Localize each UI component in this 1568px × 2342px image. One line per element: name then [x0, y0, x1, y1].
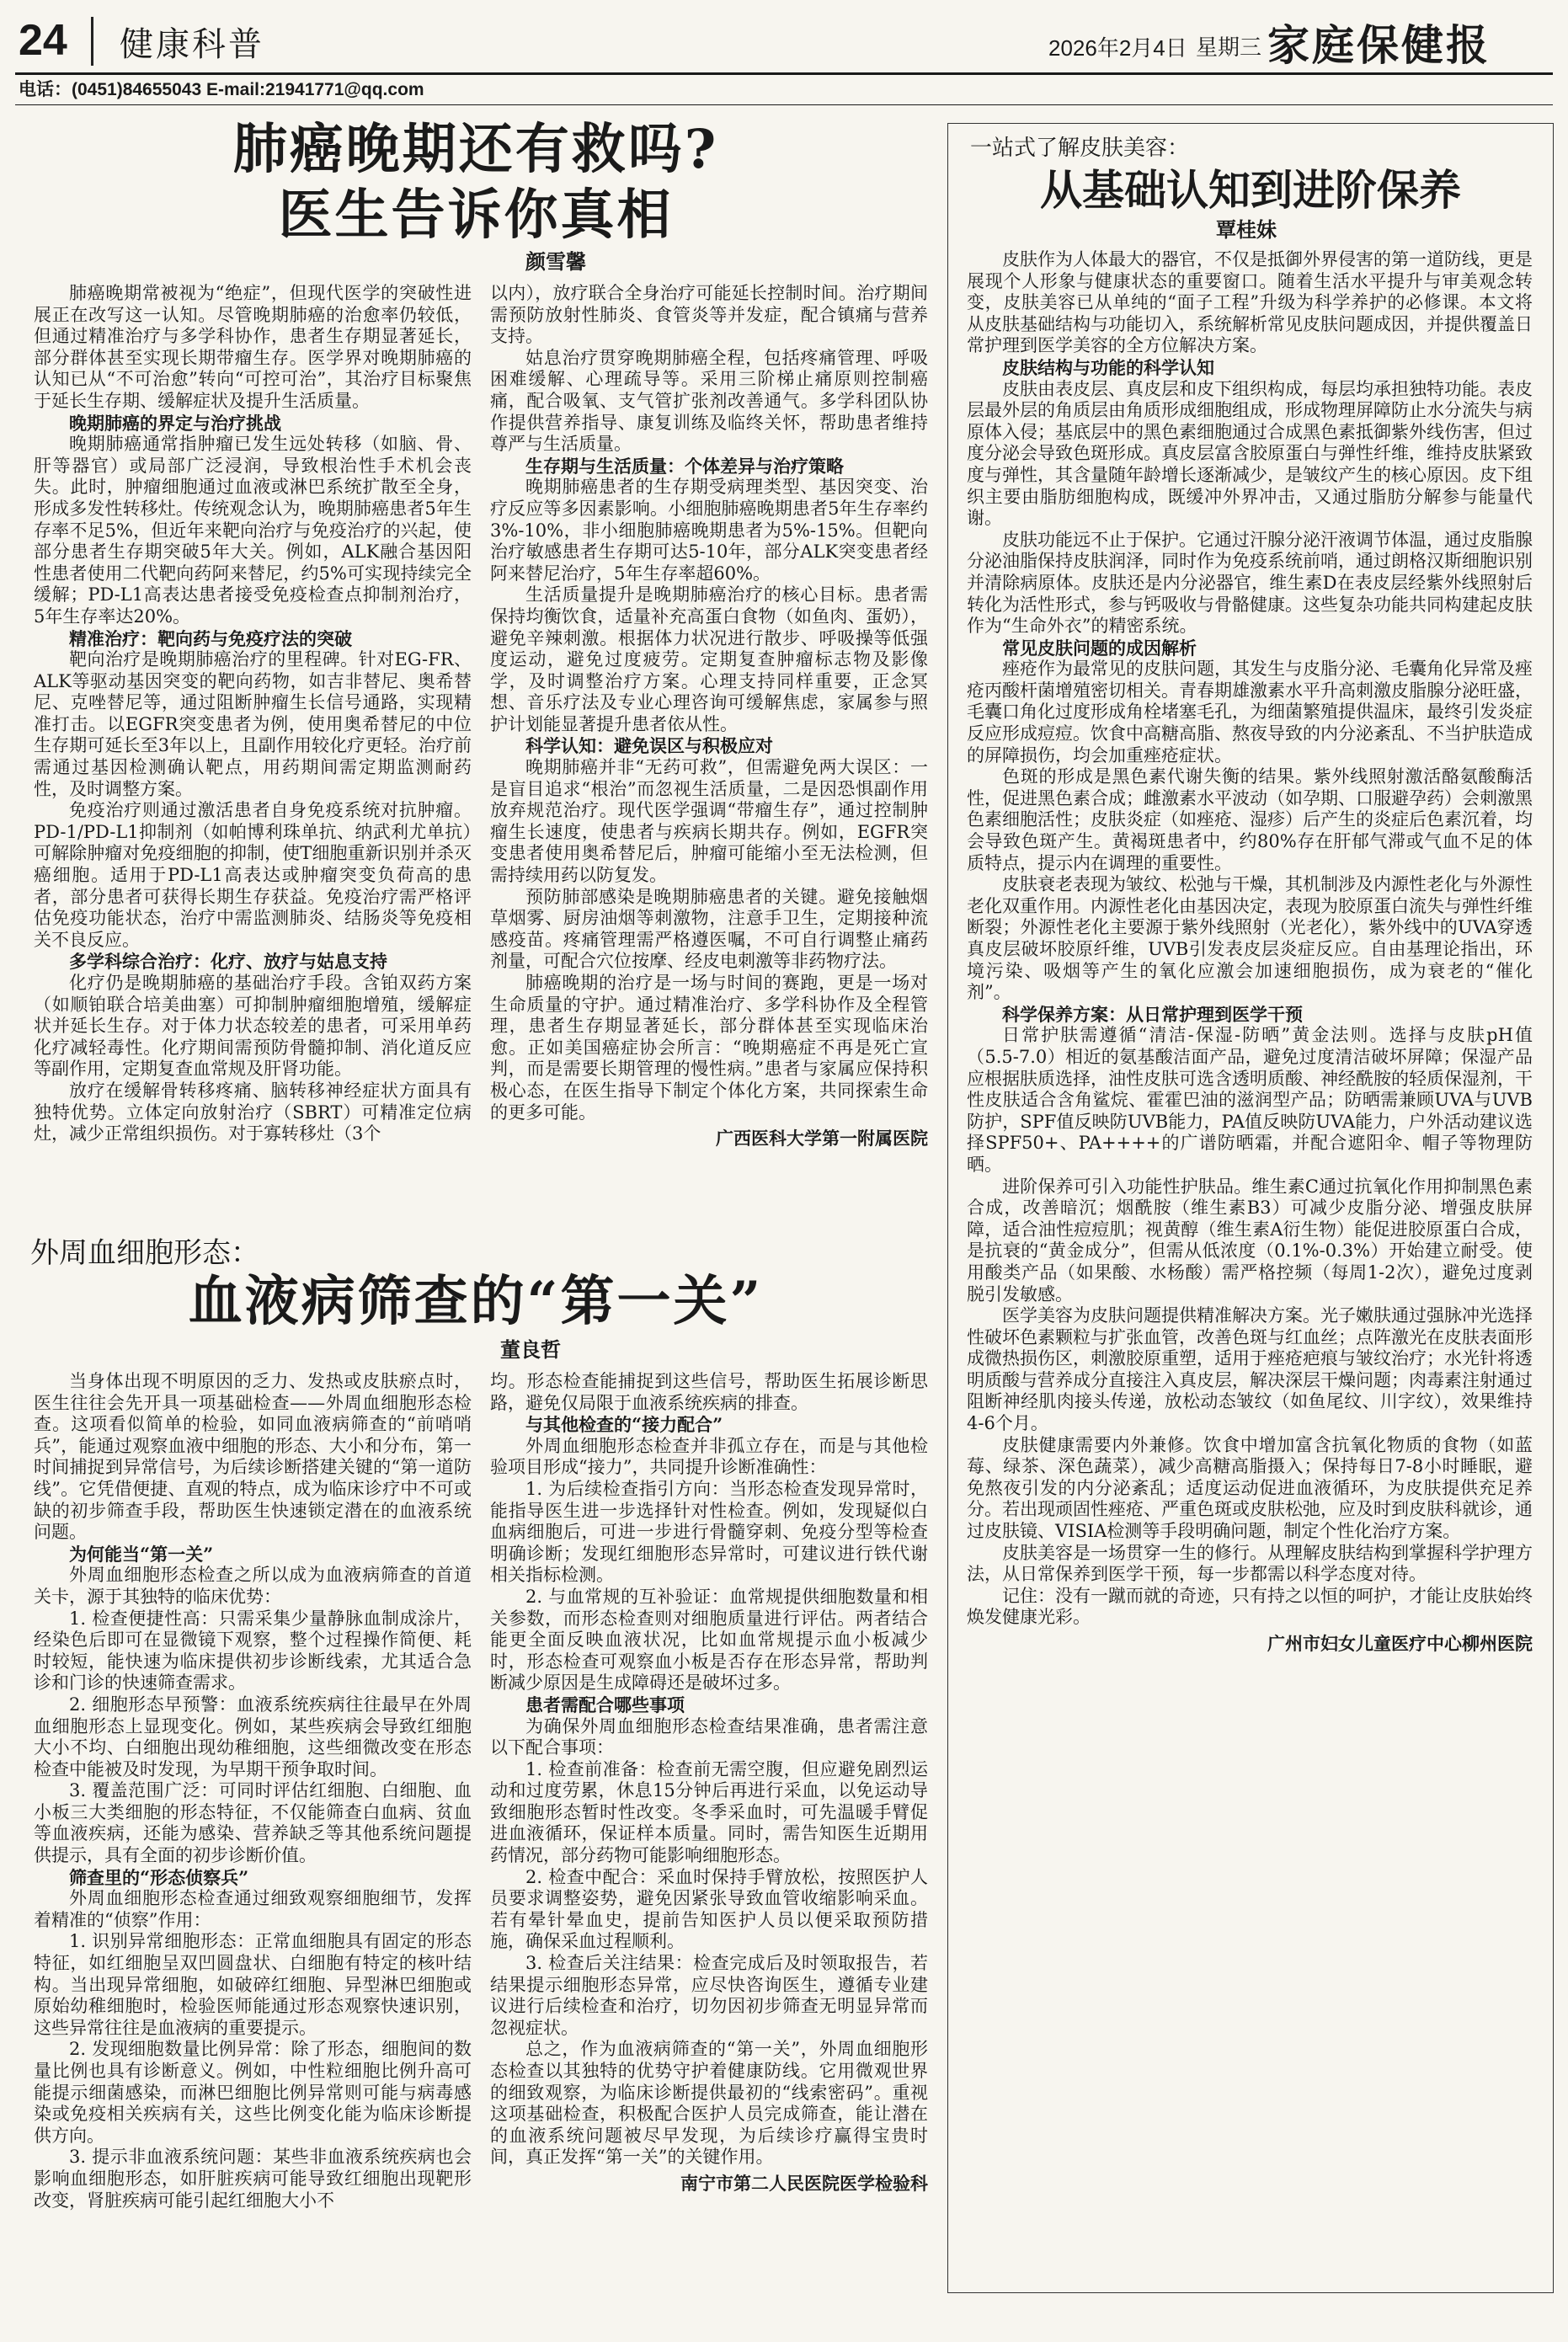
article1-title-line2: 医生告诉你真相 — [278, 184, 674, 247]
paragraph: 2. 发现细胞数量比例异常：除了形态，细胞间的数量比例也具有诊断意义。例如，中性粒细胞比例升高可能提示细菌感染，而淋巴细胞比例异常则可能与病毒感染或免疫相关疾病有关，这些比例变化能为临床诊断提供方向。 — [34, 2039, 472, 2146]
paragraph: 肺癌晚期的治疗是一场与时间的赛跑，更是一场对生命质量的守护。通过精准治疗、多学科协作及全程管理，患者生存期显著延长，部分群体甚至实现临床治愈。正如美国癌症协会所言：“晚期癌症不再是死亡宣判，而是需要长期管理的慢性病。”患者与家属应保持积极心态，在医生指导下制定个体化方案，共同探索生命的更多可能。 — [490, 973, 928, 1123]
paragraph: 免疫治疗则通过激活患者自身免疫系统对抗肿瘤。PD-1/PD-L1抑制剂（如帕博利珠单抗、纳武利尤单抗）可解除肿瘤对免疫细胞的抑制，使T细胞重新识别并杀灭癌细胞。适用于PD-L1高表达或肿瘤突变负荷高的患者，部分患者可获得长期生存获益。免疫治疗需严格评估免疫功能状态，治疗中需监测肺炎、结肠炎等免疫相关不良反应。 — [34, 800, 472, 950]
article2-column-2 — [490, 1371, 928, 2195]
paragraph: 外周血细胞形态检查之所以成为血液病筛查的首道关卡，源于其独特的临床优势： — [34, 1565, 472, 1607]
paragraph: 皮肤作为人体最大的器官，不仅是抵御外界侵害的第一道防线，更是展现个人形象与健康状态的重要窗口。随着生活水平提升与审美观念转变，皮肤美容已从单纯的“面子工程”升级为科学养护的必修课。本文将从皮肤基础结构与功能切入，系统解析常见皮肤问题成因，并提供覆盖日常护理到医学美容的全方位解决方案。 — [967, 249, 1533, 356]
paragraph: 3. 提示非血液系统问题：某些非血液系统疾病也会影响血细胞形态，如肝脏疾病可能导致红细胞出现靶形改变，肾脏疾病可能引起红细胞大小不 — [34, 2147, 472, 2211]
subheading: 与其他检查的“接力配合” — [525, 1414, 723, 1436]
article3-body — [967, 249, 1533, 1656]
paragraph: 靶向治疗是晚期肺癌治疗的里程碑。针对EG-FR、ALK等驱动基因突变的靶向药物，如吉非替尼、奥希替尼、克唑替尼等，通过阻断肿瘤生长信号通路，实现精准打击。以EGFR突变患者为例，使用奥希替尼的中位生存期可延长至3年以上，且副作用较化疗更轻。治疗前需通过基因检测确认靶点，用药期间需定期监测耐药性，及时调整方案。 — [34, 649, 472, 799]
paragraph: 生活质量提升是晚期肺癌治疗的核心目标。患者需保持均衡饮食，适量补充高蛋白食物（如鱼肉、蛋奶），避免辛辣刺激。根据体力状况进行散步、呼吸操等低强度运动，避免过度疲劳。定期复查肿瘤标志物及影像学，及时调整治疗方案。心理支持同样重要，正念冥想、音乐疗法及专业心理咨询可缓解焦虑，家属参与照护计划能显著提升患者依从性。 — [490, 584, 928, 734]
paragraph: 2. 检查中配合：采血时保持手臂放松，按照医护人员要求调整姿势，避免因紧张导致血管收缩影响采血。若有晕针晕血史，提前告知医护人员以便采取预防措施，确保采血过程顺利。 — [490, 1866, 928, 1952]
subheading: 为何能当“第一关” — [69, 1543, 214, 1565]
article3-author: 覃桂妹 — [1216, 217, 1277, 242]
paragraph: 3. 检查后关注结果：检查完成后及时领取报告，若结果提示细胞形态异常，应尽快咨询医生，遵循专业建议进行后续检查和治疗，切勿因初步筛查无明显异常而忽视症状。 — [490, 1953, 928, 2038]
paragraph: 痤疮作为最常见的皮肤问题，其发生与皮脂分泌、毛囊角化异常及痤疮丙酸杆菌增殖密切相关。青春期雄激素水平升高刺激皮脂腺分泌旺盛，毛囊口角化过度形成角栓堵塞毛孔，为细菌繁殖提供温床，最终引发炎症反应形成痘痘。饮食中高糖高脂、熬夜导致的内分泌紊乱、不当护肤造成的屏障损伤，均会加重痤疮症状。 — [967, 659, 1533, 766]
paragraph: 2. 细胞形态早预警：血液系统疾病往往最早在外周血细胞形态上显现变化。例如，某些疾病会导致红细胞大小不均、白细胞出现幼稚细胞，这些细微改变在形态检查中能被及时发现，为早期干预争取时间。 — [34, 1694, 472, 1779]
paragraph: 进阶保养可引入功能性护肤品。维生素C通过抗氧化作用抑制黑色素合成，改善暗沉；烟酰胺（维生素B3）可减少皮脂分泌、增强皮肤屏障，适合油性痘痘肌；视黄醇（维生素A衍生物）能促进胶原蛋白合成，是抗衰的“黄金成分”，但需从低浓度（0.1%-0.3%）开始建立耐受。使用酸类产品（如果酸、水杨酸）需严格控频（每周1-2次），避免过度剥脱引发敏感。 — [967, 1176, 1533, 1304]
newspaper-name: 家庭保健报 — [1267, 20, 1491, 70]
paragraph: 姑息治疗贯穿晚期肺癌全程，包括疼痛管理、呼吸困难缓解、心理疏导等。采用三阶梯止痛原则控制癌痛，配合吸氧、支气管扩张剂改善通气。多学科团队协作提供营养指导、康复训练及临终关怀，帮助患者维持尊严与生活质量。 — [490, 347, 928, 455]
paragraph: 2. 与血常规的互补验证：血常规提供细胞数量和相关参数，而形态检查则对细胞质量进行评估。两者结合能更全面反映血液状况，比如血常规提示血小板减少时，形态检查可观察血小板是否存在形态异常，帮助判断减少原因是生成障碍还是破坏过多。 — [490, 1586, 928, 1694]
article1-column-2 — [490, 283, 928, 1150]
paragraph: 1. 检查前准备：检查前无需空腹，但应避免剧烈运动和过度劳累，休息15分钟后再进行采血，以免运动导致细胞形态暂时性改变。冬季采血时，可先温暖手臂促进血液循环，保证样本质量。同时，需告知医生近期用药情况，部分药物可能影响细胞形态。 — [490, 1758, 928, 1866]
paragraph: 晚期肺癌并非“无药可救”，但需避免两大误区：一是盲目追求“根治”而忽视生活质量，二是因恐惧副作用放弃规范治疗。现代医学强调“带瘤生存”，通过控制肿瘤生长速度，使患者与疾病长期共存。例如，EGFR突变患者使用奥希替尼后，肿瘤可能缩小至无法检测，但需持续用药以防复发。 — [490, 757, 928, 886]
paragraph: 皮肤健康需要内外兼修。饮食中增加富含抗氧化物质的食物（如蓝莓、绿茶、深色蔬菜），减少高糖高脂摄入；保持每日7-8小时睡眠，避免熬夜引发的内分泌紊乱；适度运动促进血液循环，为皮肤提供充足养分。若出现顽固性痤疮、严重色斑或皮肤松弛，应及时到皮肤科就诊，通过皮肤镜、VISIA检测等手段明确问题，制定个性化治疗方案。 — [967, 1434, 1533, 1542]
paragraph: 皮肤美容是一场贯穿一生的修行。从理解皮肤结构到掌握科学护理方法，从日常保养到医学干预，每一步都需以科学态度对待。 — [967, 1542, 1533, 1585]
article2-column-1 — [34, 1371, 472, 2211]
article2-title: 血液病筛查的“第一关” — [188, 1270, 764, 1333]
paragraph: 外周血细胞形态检查通过细致观察细胞细节，发挥着精准的“侦察”作用： — [34, 1888, 472, 1930]
article3-source: 广州市妇女儿童医疗中心柳州医院 — [1267, 1633, 1533, 1654]
article3-title: 从基础认知到进阶保养 — [1040, 165, 1461, 215]
subheading: 多学科综合治疗：化疗、放疗与姑息支持 — [69, 951, 387, 973]
article2-author: 董良哲 — [500, 1337, 561, 1362]
paragraph: 医学美容为皮肤问题提供精准解决方案。光子嫩肤通过强脉冲光选择性破坏色素颗粒与扩张血管，改善色斑与红血丝；点阵激光在皮肤表面形成微热损伤区，刺激胶原重塑，适用于痤疮疤痕与皱纹治疗；水光针将透明质酸与营养成分直接注入真皮层，解决深层干燥问题；肉毒素注射通过阻断神经肌肉接头传递，放松动态皱纹（如鱼尾纹、川字纹），效果维持4-6个月。 — [967, 1305, 1533, 1434]
paragraph: 记住：没有一蹴而就的奇迹，只有持之以恒的呵护，才能让皮肤始终焕发健康光彩。 — [967, 1585, 1533, 1628]
paragraph: 当身体出现不明原因的乏力、发热或皮肤瘀点时，医生往往会先开具一项基础检查——外周血细胞形态检查。这项看似简单的检验，如同血液病筛查的“前哨哨兵”，能通过观察血液中细胞的形态、大小和分布，第一时间捕捉到异常信号，为后续诊断搭建关键的“第一道防线”。它凭借便捷、直观的特点，成为临床诊疗中不可或缺的初步筛查手段，帮助医生快速锁定潜在的血液系统问题。 — [34, 1371, 472, 1543]
subheading: 生存期与生活质量：个体差异与治疗策略 — [525, 455, 844, 477]
paragraph: 皮肤由表皮层、真皮层和皮下组织构成，每层均承担独特功能。表皮层最外层的角质层由角质形成细胞组成，形成物理屏障防止水分流失与病原体入侵；基底层中的黑色素细胞通过合成黑色素抵御紫外线伤害，但过度分泌会导致色斑形成。真皮层富含胶原蛋白与弹性纤维，维持皮肤紧致度与弹性，其含量随年龄增长逐渐减少，是皱纹产生的核心原因。皮下组织主要由脂肪细胞构成，既缓冲外界冲击，又通过脂肪分解参与能量代谢。 — [967, 378, 1533, 529]
paragraph: 预防肺部感染是晚期肺癌患者的关键。避免接触烟草烟雾、厨房油烟等刺激物，注意手卫生，定期接种流感疫苗。疼痛管理需严格遵医嘱，不可自行调整止痛药剂量，可配合穴位按摩、经皮电刺激等非药物疗法。 — [490, 886, 928, 972]
subheading: 筛查里的“形态侦察兵” — [69, 1866, 249, 1888]
paragraph: 日常护肤需遵循“清洁-保湿-防晒”黄金法则。选择与皮肤pH值（5.5-7.0）相近的氨基酸洁面产品，避免过度清洁破坏屏障；保湿产品应根据肤质选择，油性皮肤可选含透明质酸、神经酰胺的轻质保湿剂，干性皮肤适合含角鲨烷、霍霍巴油的滋润型产品；防晒需兼顾UVA与UVB防护，SPF值反映防UVB能力，PA值反映防UVA能力，户外活动建议选择SPF50+、PA++++的广谱防晒霜，并配合遮阳伞、帽子等物理防晒。 — [967, 1025, 1533, 1175]
article1-column-1 — [34, 283, 472, 1145]
subheading: 科学保养方案：从日常护理到医学干预 — [1002, 1003, 1303, 1025]
paragraph: 总之，作为血液病筛查的“第一关”，外周血细胞形态检查以其独特的优势守护着健康防线。它用微观世界的细致观察，为临床诊断提供最初的“线索密码”。重视这项基础检查，积极配合医护人员完成筛查，能让潜在的血液系统问题被尽早发现，为后续诊疗赢得宝贵时间，真正发挥“第一关”的关键作用。 — [490, 2039, 928, 2168]
paragraph: 为确保外周血细胞形态检查结果准确，患者需注意以下配合事项： — [490, 1715, 928, 1758]
paragraph: 放疗在缓解骨转移疼痛、脑转移神经症状方面具有独特优势。立体定向放射治疗（SBRT）可精准定位病灶，减少正常组织损伤。对于寡转移灶（3个 — [34, 1080, 472, 1144]
paragraph: 皮肤衰老表现为皱纹、松弛与干燥，其机制涉及内源性老化与外源性老化双重作用。内源性老化由基因决定，表现为胶原蛋白流失与弹性纤维断裂；外源性老化主要源于紫外线照射（光老化），紫外线中的UVA穿透真皮层破坏胶原纤维，UVB引发表皮层炎症反应。自由基理论指出，环境污染、吸烟等产生的氧化应激会加速细胞损伤，成为衰老的“催化剂”。 — [967, 874, 1533, 1003]
article2-kicker: 外周血细胞形态： — [30, 1236, 259, 1270]
paragraph: 晚期肺癌患者的生存期受病理类型、基因突变、治疗反应等多因素影响。小细胞肺癌晚期患者5年生存率约3%-10%，非小细胞肺癌晚期患者为5%-15%。但靶向治疗敏感患者生存期可达5-10年，部分ALK突变患者经阿来替尼治疗，5年生存率超60%。 — [490, 477, 928, 584]
paragraph: 以内），放疗联合全身治疗可能延长控制时间。治疗期间需预防放射性肺炎、食管炎等并发症，配合镇痛与营养支持。 — [490, 283, 928, 347]
section-title: 健康科普 — [120, 25, 264, 64]
article1-author: 颜雪馨 — [525, 249, 586, 274]
subheading: 患者需配合哪些事项 — [525, 1694, 685, 1715]
issue-weekday: 星期三 — [1196, 35, 1262, 61]
page-number: 24 — [19, 16, 67, 65]
masthead-divider — [91, 17, 93, 66]
issue-date: 2026年2月4日 — [1048, 35, 1187, 61]
paragraph: 外周血细胞形态检查并非孤立存在，而是与其他检验项目形成“接力”，共同提升诊断准确性： — [490, 1435, 928, 1478]
paragraph: 色斑的形成是黑色素代谢失衡的结果。紫外线照射激活酪氨酸酶活性，促进黑色素合成；雌激素水平波动（如孕期、口服避孕药）会刺激黑色素细胞活性；皮肤炎症（如痤疮、湿疹）后产生的炎症后色素沉着，均会导致色斑产生。黄褐斑患者中，约80%存在肝郁气滞或气血不足的体质特点，提示内在调理的重要性。 — [967, 766, 1533, 873]
contact-info: 电话：(0451)84655043 E-mail:21941771@qq.com — [19, 80, 424, 99]
paragraph: 均。形态检查能捕捉到这些信号，帮助医生拓展诊断思路，避免仅局限于血液系统疾病的排查。 — [490, 1371, 928, 1413]
subheading: 皮肤结构与功能的科学认知 — [1002, 356, 1214, 378]
masthead-rule — [15, 72, 1553, 75]
subheading: 常见皮肤问题的成因解析 — [1002, 637, 1197, 659]
paragraph: 3. 覆盖范围广泛：可同时评估红细胞、白细胞、血小板三大类细胞的形态特征，不仅能筛查白血病、贫血等血液疾病，还能为感染、营养缺乏等其他系统问题提供提示，具有全面的初步诊断价值。 — [34, 1780, 472, 1866]
paragraph: 肺癌晚期常被视为“绝症”，但现代医学的突破性进展正在改写这一认知。尽管晚期肺癌的治愈率仍较低，但通过精准治疗与多学科协作，患者生存期显著延长，部分群体甚至实现长期带瘤生存。医学界对晚期肺癌的认知已从“不可治愈”转向“可控可治”，其治疗目标聚焦于延长生存期、缓解症状及提升生活质量。 — [34, 283, 472, 411]
paragraph: 1. 检查便捷性高：只需采集少量静脉血制成涂片，经染色后即可在显微镜下观察，整个过程操作简便、耗时较短，能快速为临床提供初步诊断线索，尤其适合急诊和门诊的快速筛查需求。 — [34, 1608, 472, 1694]
paragraph: 1. 为后续检查指引方向：当形态检查发现异常时，能指导医生进一步选择针对性检查。例如，发现疑似白血病细胞后，可进一步进行骨髓穿刺、免疫分型等检查明确诊断；发现红细胞形态异常时，可建议进行铁代谢相关指标检测。 — [490, 1478, 928, 1586]
paragraph: 晚期肺癌通常指肿瘤已发生远处转移（如脑、骨、肝等器官）或局部广泛浸润，导致根治性手术机会丧失。此时，肿瘤细胞通过血液或淋巴系统扩散至全身，形成多发性转移灶。传统观念认为，晚期肺癌患者5年生存率不足5%，但近年来靶向治疗与免疫治疗的兴起，使部分患者生存期突破5年大关。例如，ALK融合基因阳性患者使用二代靶向药阿来替尼，约5%可实现持续完全缓解；PD-L1高表达患者接受免疫检查点抑制剂治疗，5年生存率达20%。 — [34, 434, 472, 627]
article1-source: 广西医科大学第一附属医院 — [716, 1128, 928, 1150]
paragraph: 皮肤功能远不止于保护。它通过汗腺分泌汗液调节体温，通过皮脂腺分泌油脂保持皮肤润泽，同时作为免疫系统前哨，通过朗格汉斯细胞识别并清除病原体。皮肤还是内分泌器官，维生素D在表皮层经紫外线照射后转化为活性形式，参与钙吸收与骨骼健康。这些复杂功能共同构建起皮肤作为“生命外衣”的精密系统。 — [967, 529, 1533, 637]
subheading: 晚期肺癌的界定与治疗挑战 — [69, 412, 281, 434]
paragraph: 化疗仍是晚期肺癌的基础治疗手段。含铂双药方案（如顺铂联合培美曲塞）可抑制肿瘤细胞增殖，缓解症状并延长生存。对于体力状态较差的患者，可采用单药化疗减轻毒性。化疗期间需预防骨髓抑制、消化道反应等副作用，定期复查血常规及肝肾功能。 — [34, 973, 472, 1080]
article1-title-line1: 肺癌晚期还有救吗? — [232, 118, 719, 181]
paragraph: 1. 识别异常细胞形态：正常血细胞具有固定的形态特征，如红细胞呈双凹圆盘状、白细胞有特定的核叶结构。当出现异常细胞，如破碎红细胞、异型淋巴细胞或原始幼稚细胞时，检验医师能通过形态观察快速识别，这些异常往往是血液病的重要提示。 — [34, 1931, 472, 2038]
subheading: 精准治疗：靶向药与免疫疗法的突破 — [69, 627, 352, 649]
masthead-rule-thin — [15, 104, 1553, 105]
subheading: 科学认知：避免误区与积极应对 — [525, 735, 773, 757]
article2-source: 南宁市第二人民医院医学检验科 — [680, 2172, 928, 2194]
article3-kicker: 一站式了解皮肤美容： — [970, 136, 1190, 161]
